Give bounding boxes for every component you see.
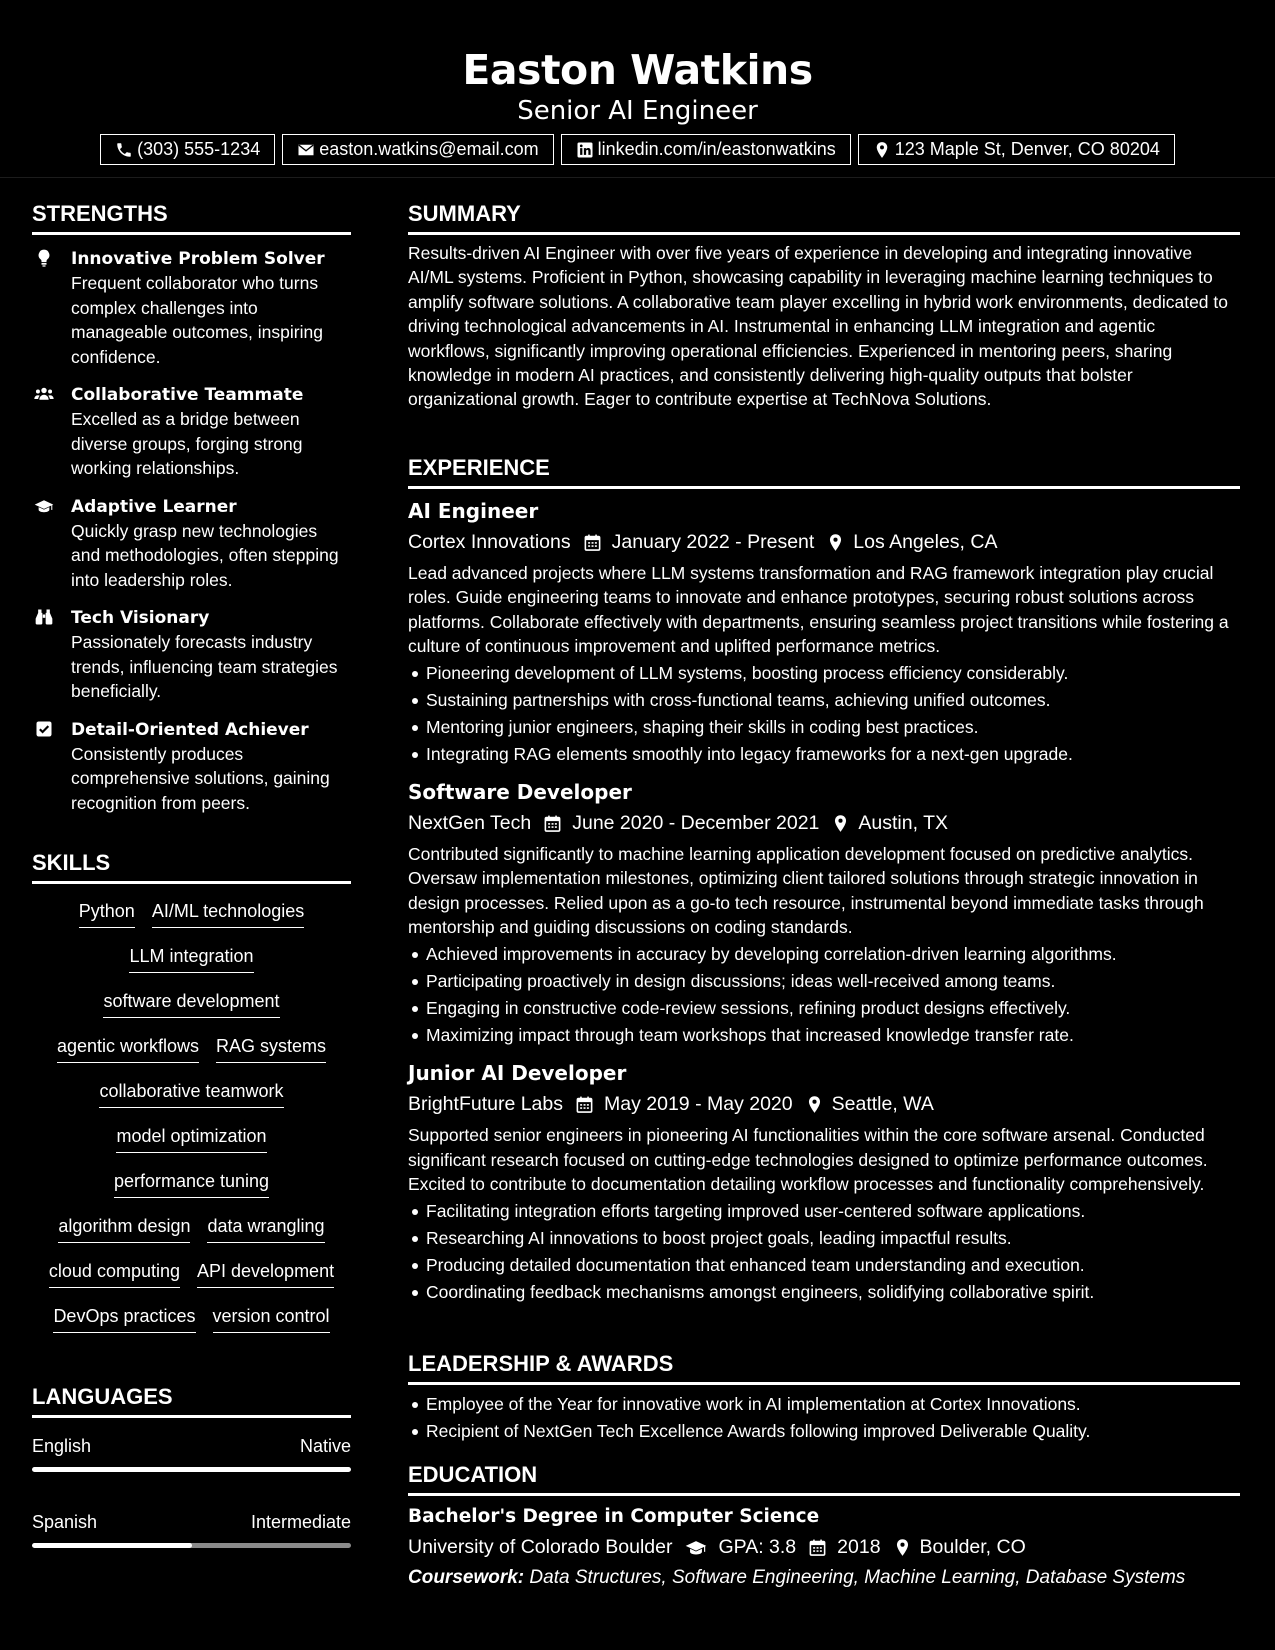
strength-desc: Quickly grasp new technologies and methodologies, often stepping into leadership roles. bbox=[71, 520, 339, 590]
skill-row bbox=[32, 1258, 351, 1303]
skill-tag: cloud computing bbox=[49, 1258, 180, 1288]
job-location: Seattle, WA bbox=[831, 1093, 934, 1116]
job-description: Supported senior engineers in pioneering AI functionalities within the core software arsenal. Conducted significant research focused on cutting-edge technologies designed to optimize performance outcomes. Excited to contribute to documentation detailing workflow processes and functionality comprehensively. bbox=[408, 1125, 1208, 1194]
job-meta bbox=[408, 1089, 1240, 1119]
job-bullets bbox=[408, 660, 1240, 768]
resume-header bbox=[0, 0, 1275, 178]
coursework bbox=[408, 1564, 1240, 1592]
users-icon bbox=[32, 384, 56, 406]
degree-title: Bachelor's Degree in Computer Science bbox=[408, 1506, 820, 1527]
contact-email-text: easton.watkins@email.com bbox=[319, 139, 539, 159]
map-pin-icon bbox=[826, 533, 845, 552]
strength-item bbox=[32, 606, 351, 704]
languages-heading: LANGUAGES bbox=[32, 1383, 351, 1418]
language-proficiency-bar bbox=[32, 1467, 351, 1472]
job-title: Software Developer bbox=[408, 780, 632, 805]
skill-tag: AI/ML technologies bbox=[152, 898, 304, 928]
strength-title: Innovative Problem Solver bbox=[71, 249, 325, 269]
education-section bbox=[408, 1461, 1240, 1592]
leadership-section bbox=[408, 1350, 1240, 1445]
job-bullet: Integrating RAG elements smoothly into legacy frameworks for a next-gen upgrade. bbox=[408, 741, 1240, 768]
skill-tag: algorithm design bbox=[58, 1213, 190, 1243]
job-bullet: Producing detailed documentation that enhanced team understanding and execution. bbox=[408, 1252, 1240, 1279]
skill-row bbox=[32, 1213, 351, 1258]
skill-tag: LLM integration bbox=[129, 943, 253, 973]
map-pin-icon bbox=[873, 141, 891, 159]
phone-icon bbox=[115, 141, 133, 159]
envelope-icon bbox=[297, 141, 315, 159]
job-location: Austin, TX bbox=[858, 812, 948, 835]
language-name: English bbox=[32, 1436, 92, 1456]
map-pin-icon bbox=[805, 1095, 824, 1114]
job-entry bbox=[408, 778, 1240, 1049]
binoculars-icon bbox=[32, 607, 56, 629]
skill-tag: DevOps practices bbox=[53, 1303, 195, 1333]
skill-tag: agentic workflows bbox=[57, 1033, 199, 1063]
job-dates: May 2019 - May 2020 bbox=[604, 1093, 793, 1116]
skill-tag: RAG systems bbox=[216, 1033, 326, 1063]
calendar-icon bbox=[575, 1095, 594, 1114]
school-name: University of Colorado Boulder bbox=[408, 1536, 673, 1558]
job-company: BrightFuture Labs bbox=[408, 1093, 564, 1116]
contact-phone-text: (303) 555-1234 bbox=[137, 139, 261, 159]
skill-row bbox=[32, 1123, 351, 1168]
skill-tag: performance tuning bbox=[114, 1168, 269, 1198]
contact-linkedin[interactable] bbox=[561, 134, 851, 165]
contact-address-text: 123 Maple St, Denver, CO 80204 bbox=[894, 139, 1160, 159]
job-bullet: Coordinating feedback mechanisms amongst engineers, solidifying collaborative spirit. bbox=[408, 1279, 1240, 1306]
candidate-name: Easton Watkins bbox=[462, 46, 813, 94]
language-level: Native bbox=[299, 1436, 351, 1456]
skill-tag: model optimization bbox=[116, 1123, 266, 1153]
job-title: AI Engineer bbox=[408, 499, 539, 523]
skill-tag: collaborative teamwork bbox=[99, 1078, 283, 1108]
contact-linkedin-text: linkedin.com/in/eastonwatkins bbox=[597, 139, 836, 159]
experience-section bbox=[408, 454, 1240, 1306]
job-entry bbox=[408, 497, 1240, 768]
strength-desc: Frequent collaborator who turns complex challenges into manageable outcomes, inspiring confidence. bbox=[71, 273, 323, 367]
language-proficiency-bar bbox=[32, 1543, 351, 1548]
skills-heading: SKILLS bbox=[32, 849, 351, 884]
summary-text: Results-driven AI Engineer with over five years of experience in developing and integrating innovative AI/ML systems. Proficient in Python, showcasing capability in leveraging machine learning techniques to amplify software solutions. A collaborative team player excelling in hybrid work environments, dedicated to driving technological advancements in AI. Instrumental in enhancing LLM integration and agentic workflows, significantly improving operational efficiencies. Experienced in mentoring peers, sharing knowledge in modern AI practices, and consistently delivering high-quality outputs that bolster organizational growth. Eager to contribute expertise at TechNova Solutions. bbox=[408, 243, 1228, 410]
strengths-section bbox=[32, 200, 351, 815]
job-bullet: Maximizing impact through team workshops that increased knowledge transfer rate. bbox=[408, 1022, 1240, 1049]
graduation-year: 2018 bbox=[837, 1536, 881, 1558]
strength-title: Detail-Oriented Achiever bbox=[71, 719, 309, 740]
summary-section bbox=[408, 200, 1240, 412]
job-location: Los Angeles, CA bbox=[853, 531, 998, 553]
strengths-heading: STRENGTHS bbox=[32, 200, 351, 235]
skill-row bbox=[32, 898, 351, 943]
job-entry bbox=[408, 1059, 1240, 1306]
skill-row bbox=[32, 988, 351, 1033]
job-bullet: Engaging in constructive code-review sessions, refining product designs effectively. bbox=[408, 995, 1240, 1022]
contact-address[interactable] bbox=[858, 134, 1175, 165]
coursework-list: Data Structures, Software Engineering, Machine Learning, Database Systems bbox=[529, 1567, 1186, 1588]
job-bullet: Sustaining partnerships with cross-functional teams, achieving unified outcomes. bbox=[408, 687, 1240, 714]
language-level: Intermediate bbox=[250, 1512, 351, 1532]
experience-heading: EXPERIENCE bbox=[408, 454, 1240, 489]
leadership-heading: LEADERSHIP & AWARDS bbox=[408, 1350, 1240, 1385]
job-meta bbox=[408, 808, 1240, 838]
contact-email[interactable] bbox=[282, 134, 553, 165]
strength-title: Adaptive Learner bbox=[71, 496, 237, 517]
job-bullet: Achieved improvements in accuracy by developing correlation-driven learning algorithms. bbox=[408, 941, 1240, 968]
language-name: Spanish bbox=[32, 1512, 98, 1532]
award-item: Employee of the Year for innovative work in AI implementation at Cortex Innovations. bbox=[408, 1391, 1240, 1418]
skill-tag: Python bbox=[79, 898, 135, 928]
skill-row bbox=[32, 1303, 351, 1348]
strength-item bbox=[32, 495, 351, 593]
skills-section bbox=[32, 849, 351, 1348]
strength-title: Collaborative Teammate bbox=[71, 385, 304, 405]
language-proficiency-fill bbox=[32, 1467, 351, 1472]
strength-item bbox=[32, 718, 351, 816]
map-pin-icon bbox=[893, 1538, 912, 1557]
language-item bbox=[32, 1432, 351, 1472]
map-pin-icon bbox=[831, 814, 850, 833]
candidate-title: Senior AI Engineer bbox=[517, 96, 758, 126]
strength-desc: Excelled as a bridge between diverse groups, forging strong working relationships. bbox=[71, 409, 303, 478]
skill-row bbox=[32, 1168, 351, 1213]
strength-desc: Consistently produces comprehensive solutions, gaining recognition from peers. bbox=[71, 743, 330, 813]
calendar-icon bbox=[808, 1538, 827, 1557]
school-location: Boulder, CO bbox=[919, 1536, 1026, 1558]
strength-desc: Passionately forecasts industry trends, influencing team strategies beneficially. bbox=[71, 632, 338, 701]
skill-row bbox=[32, 1033, 351, 1078]
job-company: Cortex Innovations bbox=[408, 531, 571, 553]
job-bullet: Mentoring junior engineers, shaping their skills in coding best practices. bbox=[408, 714, 1240, 741]
calendar-icon bbox=[583, 533, 602, 552]
graduation-cap-icon bbox=[684, 1538, 708, 1557]
skill-row bbox=[32, 943, 351, 988]
job-dates: June 2020 - December 2021 bbox=[572, 812, 820, 835]
job-bullet: Participating proactively in design discussions; ideas well-received among teams. bbox=[408, 968, 1240, 995]
skill-tag: software development bbox=[103, 988, 279, 1018]
job-meta bbox=[408, 527, 1240, 557]
education-heading: EDUCATION bbox=[408, 1461, 1240, 1496]
job-title: Junior AI Developer bbox=[408, 1061, 627, 1086]
job-description: Lead advanced projects where LLM systems transformation and RAG framework integration play crucial roles. Guide engineering teams to innovate and enhance prototypes, securing robust solutions across platforms. Collaborate effectively with departments, ensuring seamless project transitions while fostering a culture of continuous improvement and uplifted performance metrics. bbox=[408, 563, 1229, 656]
job-bullets bbox=[408, 1198, 1240, 1306]
languages-section bbox=[32, 1383, 351, 1548]
contact-bar bbox=[0, 134, 1275, 165]
strength-item bbox=[32, 383, 351, 481]
language-proficiency-fill bbox=[32, 1543, 192, 1548]
job-dates: January 2022 - Present bbox=[611, 531, 815, 553]
lightbulb-icon bbox=[32, 248, 56, 270]
skill-tag: version control bbox=[213, 1303, 330, 1333]
skill-tag: data wrangling bbox=[207, 1213, 324, 1243]
skill-row bbox=[32, 1078, 351, 1123]
contact-phone[interactable] bbox=[100, 134, 275, 165]
summary-heading: SUMMARY bbox=[408, 200, 1240, 235]
calendar-icon bbox=[543, 814, 562, 833]
language-item bbox=[32, 1508, 351, 1548]
job-bullet: Pioneering development of LLM systems, boosting process efficiency considerably. bbox=[408, 660, 1240, 687]
job-bullet: Facilitating integration efforts targeting improved user-centered software applications. bbox=[408, 1198, 1240, 1225]
job-bullet: Researching AI innovations to boost project goals, leading impactful results. bbox=[408, 1225, 1240, 1252]
linkedin-icon bbox=[576, 141, 594, 159]
skills-list bbox=[32, 898, 351, 1348]
check-square-icon bbox=[32, 719, 56, 741]
education-meta bbox=[408, 1532, 1240, 1562]
strength-title: Tech Visionary bbox=[71, 608, 210, 628]
job-bullets bbox=[408, 941, 1240, 1049]
leadership-list bbox=[408, 1391, 1240, 1445]
strength-item bbox=[32, 247, 351, 369]
job-company: NextGen Tech bbox=[408, 812, 532, 835]
graduation-cap-icon bbox=[32, 496, 56, 518]
strengths-list bbox=[32, 247, 351, 815]
job-description: Contributed significantly to machine learning application development focused on predictive analytics. Oversaw implementation milestones, optimizing client tailored solutions through strategic innovation in design processes. Relied upon as a go-to tech resource, instrumental beyond immediate tasks through mentorship and guiding discussions on coding standards. bbox=[408, 844, 1204, 938]
skill-tag: API development bbox=[197, 1258, 334, 1288]
coursework-label: Coursework: bbox=[408, 1567, 525, 1588]
gpa: GPA: 3.8 bbox=[718, 1536, 797, 1558]
award-item: Recipient of NextGen Tech Excellence Awards following improved Deliverable Quality. bbox=[408, 1418, 1240, 1445]
